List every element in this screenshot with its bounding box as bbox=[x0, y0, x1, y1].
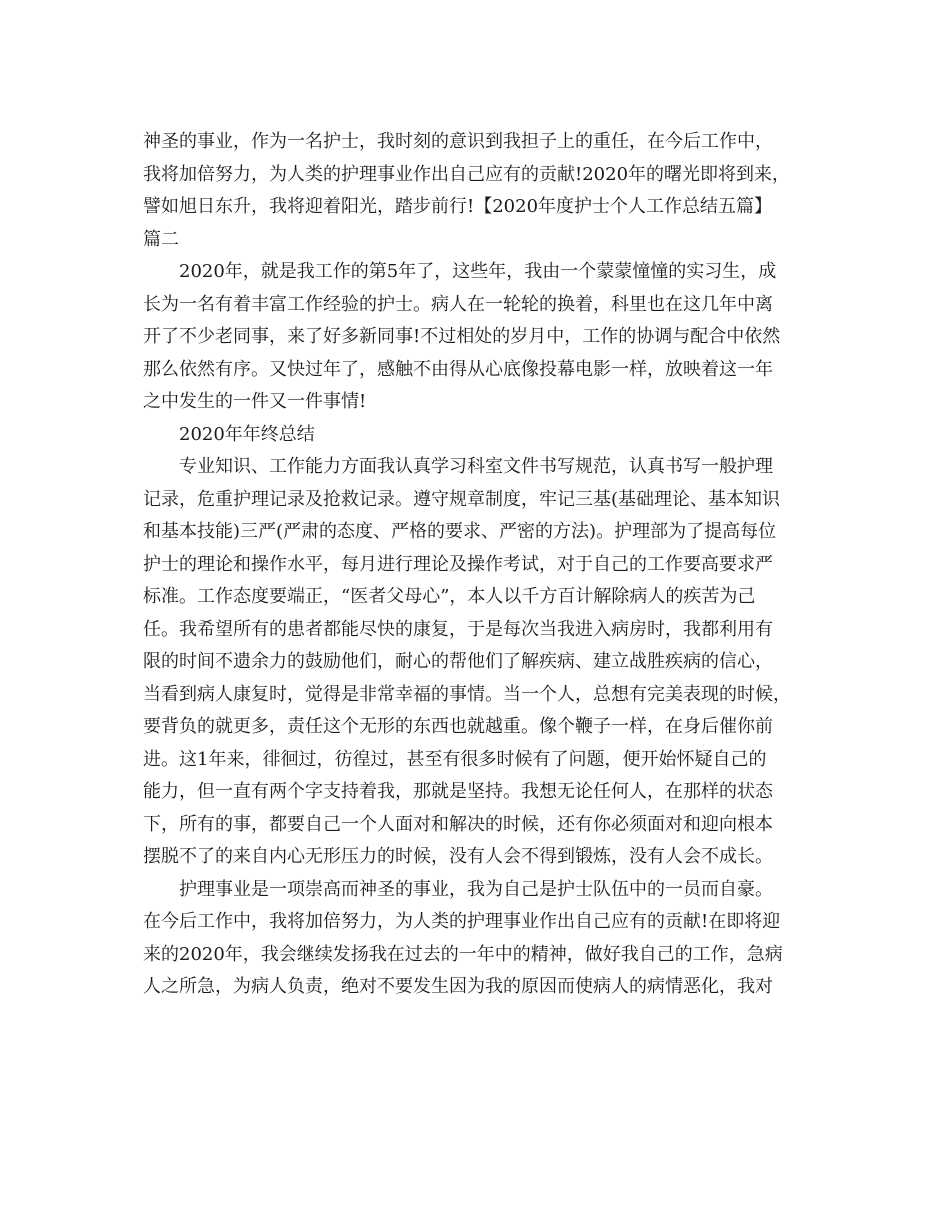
text-line: 下，所有的事，都要自己一个人面对和解决的时候，还有你必须面对和迎向根本 bbox=[143, 813, 773, 835]
text-line: 限的时间不遗余力的鼓励他们，耐心的帮他们了解疾病、建立战胜疾病的信心， bbox=[143, 651, 773, 672]
text-line: 譬如旭日东升，我将迎着阳光，踏步前行!【2020年度护士个人工作总结五篇】 bbox=[143, 196, 773, 217]
text-line: 标准。工作态度要端正，“医者父母心”，本人以千方百计解除病人的疾苦为己 bbox=[143, 586, 756, 607]
closing-paragraph bbox=[143, 874, 803, 1004]
text-line: 当看到病人康复时，觉得是非常幸福的事情。当一个人，总想有完美表现的时候， bbox=[143, 683, 791, 705]
text-line: 能力，但一直有两个字支持着我，那就是坚持。我想无论任何人，在那样的状态 bbox=[143, 781, 773, 802]
text-line: 人之所急，为病人负责，绝对不要发生因为我的原因而使病人的病情恶化，我对 bbox=[143, 976, 773, 997]
text-line: 篇二 bbox=[143, 228, 179, 250]
text-line: 神圣的事业，作为一名护士，我时刻的意识到我担子上的重任，在今后工作中， bbox=[143, 131, 773, 152]
text-line: 2020年，就是我工作的第5年了，这些年，我由一个蒙蒙憧憧的实习生，成 bbox=[179, 261, 777, 282]
text-line: 护士的理论和操作水平，每月进行理论及操作考试，对于自己的工作要高要求严 bbox=[143, 553, 773, 575]
text-line: 记录，危重护理记录及抢救记录。遵守规章制度，牢记三基(基础理论、基本知识 bbox=[143, 488, 781, 510]
section-heading-text: 2020年年终总结 bbox=[179, 423, 315, 445]
text-line: 在今后工作中，我将加倍努力，为人类的护理事业作出自己应有的贡献!在即将迎 bbox=[143, 911, 781, 932]
text-line: 进。这1年来，徘徊过，彷徨过，甚至有很多时候有了问题，便开始怀疑自己的 bbox=[143, 748, 767, 770]
section-heading bbox=[143, 419, 803, 452]
text-line: 我将加倍努力，为人类的护理事业作出自己应有的贡献!2020年的曙光即将到来， bbox=[143, 163, 791, 185]
text-line: 摆脱不了的来自内心无形压力的时候，没有人会不得到锻炼，没有人会不成长。 bbox=[143, 846, 773, 867]
text-line: 专业知识、工作能力方面我认真学习科室文件书写规范，认真书写一般护理 bbox=[179, 456, 773, 477]
knowledge-paragraph bbox=[143, 451, 803, 874]
document-page bbox=[143, 126, 803, 1004]
text-line: 那么依然有序。又快过年了，感触不由得从心底像投幕电影一样，放映着这一年 bbox=[143, 358, 773, 380]
text-line: 开了不少老同事，来了好多新同事!不过相处的岁月中，工作的协调与配合中依然 bbox=[143, 326, 781, 347]
text-line: 来的2020年，我会继续发扬我在过去的一年中的精神，做好我自己的工作，急病 bbox=[143, 943, 783, 965]
text-line: 护理事业是一项崇高而神圣的事业，我为自己是护士队伍中的一员而自豪。 bbox=[179, 878, 773, 900]
text-line: 长为一名有着丰富工作经验的护士。病人在一轮轮的换着，科里也在这几年中离 bbox=[143, 293, 773, 315]
text-line: 任。我希望所有的患者都能尽快的康复，于是每次当我进入病房时，我都利用有 bbox=[143, 618, 773, 640]
text-line: 和基本技能)三严(严肃的态度、严格的要求、严密的方法)。护理部为了提高每位 bbox=[143, 521, 777, 542]
text-line: 要背负的就更多，责任这个无形的东西也就越重。像个鞭子一样，在身后催你前 bbox=[143, 716, 773, 737]
intro-paragraph bbox=[143, 126, 803, 256]
second-paragraph bbox=[143, 256, 803, 419]
text-line: 之中发生的一件又一件事情! bbox=[143, 391, 367, 412]
